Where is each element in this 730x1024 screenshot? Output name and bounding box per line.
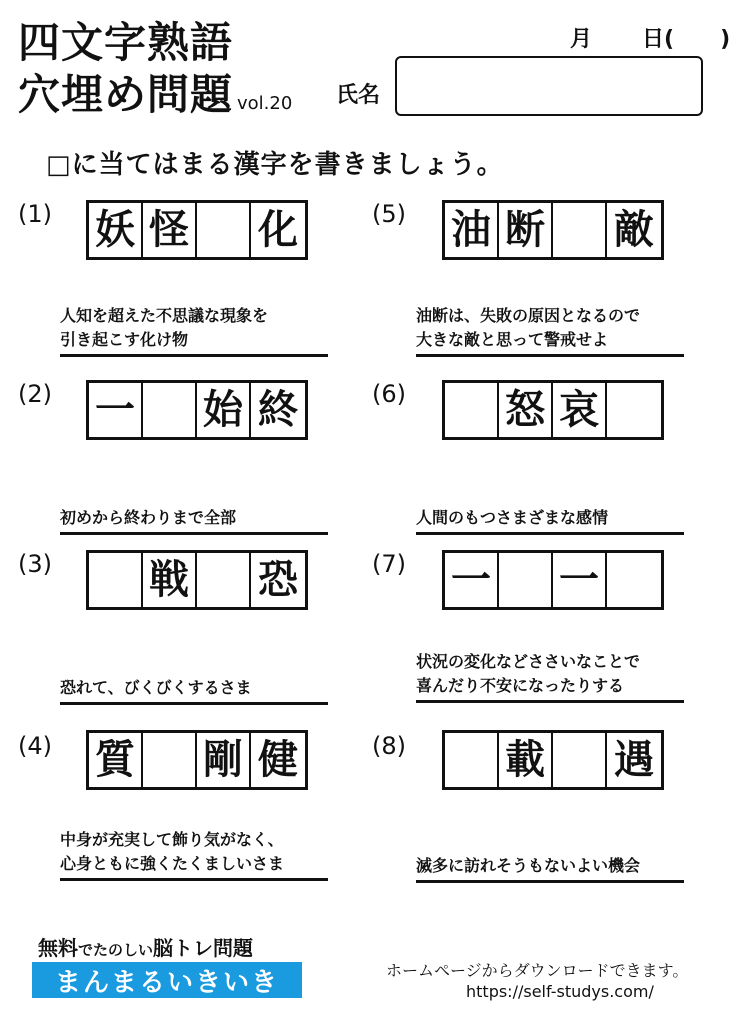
- problem-2-number: (2): [18, 380, 52, 408]
- problem-1-cell-2[interactable]: 怪: [143, 203, 197, 257]
- problem-7-hint-line-1: 状況の変化などささいなことで: [416, 652, 641, 671]
- problem-7-boxes: [442, 550, 664, 610]
- problem-5-cell-3[interactable]: [553, 203, 607, 257]
- problem-6-hint-line-1: 人間のもつさまざまな感情: [416, 508, 609, 527]
- month-label: 月: [570, 27, 593, 52]
- problem-7-number: (7): [372, 550, 406, 578]
- problem-4-boxes: [86, 730, 308, 790]
- problem-5-cell-2[interactable]: 断: [499, 203, 553, 257]
- paren-open: (: [664, 27, 675, 52]
- problem-2-cell-3[interactable]: 始: [197, 383, 251, 437]
- problem-3-cell-4[interactable]: 恐: [258, 557, 298, 603]
- problem-3-boxes: [86, 550, 308, 610]
- paren-close: ): [720, 27, 730, 52]
- problem-6-cell-3[interactable]: 哀: [553, 383, 607, 437]
- brand-tagline-brain: 脳トレ問題: [153, 936, 254, 960]
- problem-2-cell-4[interactable]: 終: [258, 387, 298, 433]
- volume-label: vol.20: [237, 93, 293, 114]
- problem-8-cell-2[interactable]: 載: [499, 733, 553, 787]
- problem-5-hint-line-1: 油断は、失敗の原因となるので: [416, 306, 641, 325]
- instruction: □に当てはまる漢字を書きましょう。: [46, 150, 504, 180]
- date-field: [520, 22, 730, 53]
- problem-1-boxes: [86, 200, 308, 260]
- problem-4-hint-line-2: 心身ともに強くたくましいさま: [60, 854, 285, 873]
- problem-5-hint-line-2: 大きな敵と思って警戒せよ: [416, 330, 609, 349]
- problem-8-hint: [416, 854, 684, 883]
- problem-4-number: (4): [18, 732, 52, 760]
- title-line-2-text: 穴埋め問題: [18, 70, 234, 119]
- problem-4-hint-line-1: 中身が充実して飾り気がなく、: [60, 830, 284, 849]
- problem-7-cell-4[interactable]: [607, 553, 661, 607]
- problem-8-cell-3[interactable]: [553, 733, 607, 787]
- problem-1-hint-line-1: 人知を超えた不思議な現象を: [60, 306, 269, 325]
- problem-5-number: (5): [372, 200, 406, 228]
- problem-1-hint: [60, 304, 328, 357]
- problem-7-hint: [416, 650, 684, 703]
- problem-2-cell-1[interactable]: 一: [89, 383, 143, 437]
- problem-8-hint-line-1: 滅多に訪れそうもないよい機会: [416, 856, 641, 875]
- download-note: ホームページからダウンロードできます。: [386, 961, 689, 980]
- problem-6-cell-2[interactable]: 怒: [499, 383, 553, 437]
- problem-6-hint: [416, 506, 684, 535]
- problem-5-hint: [416, 304, 684, 357]
- problem-8-cell-1[interactable]: [445, 733, 499, 787]
- problem-4-cell-2[interactable]: [143, 733, 197, 787]
- brand-logo: まんまるいきいき: [32, 962, 302, 998]
- problem-3-cell-1[interactable]: [89, 553, 143, 607]
- problem-3-hint: [60, 676, 328, 705]
- problem-2-hint: [60, 506, 328, 535]
- problem-2-hint-line-1: 初めから終わりまで全部: [60, 508, 237, 527]
- problem-1-cell-1[interactable]: 妖: [89, 203, 143, 257]
- problem-3-number: (3): [18, 550, 52, 578]
- site-url-link[interactable]: https://self-studys.com/: [466, 982, 654, 1001]
- brand-tagline-free: 無料: [38, 936, 78, 960]
- problem-8-boxes: [442, 730, 664, 790]
- problem-8-number: (8): [372, 732, 406, 760]
- problem-4-hint: [60, 828, 328, 881]
- brand-tagline: [38, 932, 253, 961]
- problem-7-hint-line-2: 喜んだり不安になったりする: [416, 676, 625, 695]
- problem-6-cell-4[interactable]: [607, 383, 661, 437]
- problem-6-number: (6): [372, 380, 406, 408]
- title-line-2: [18, 70, 293, 119]
- title-line-1: 四文字熟語: [18, 18, 234, 67]
- problem-4-cell-1[interactable]: 質: [89, 733, 143, 787]
- problem-3-cell-3[interactable]: [197, 553, 251, 607]
- problem-7-cell-1[interactable]: 一: [445, 553, 499, 607]
- problem-5-cell-1[interactable]: 油: [445, 203, 499, 257]
- problem-4-cell-3[interactable]: 剛: [197, 733, 251, 787]
- problem-5-cell-4[interactable]: 敵: [614, 207, 654, 253]
- problem-1-cell-3[interactable]: [197, 203, 251, 257]
- problem-7-cell-3[interactable]: 一: [553, 553, 607, 607]
- problem-5-boxes: [442, 200, 664, 260]
- problem-2-cell-2[interactable]: [143, 383, 197, 437]
- name-label: 氏名: [336, 83, 381, 108]
- problem-2-boxes: [86, 380, 308, 440]
- problem-3-hint-line-1: 恐れて、びくびくするさま: [60, 678, 252, 697]
- problem-6-boxes: [442, 380, 664, 440]
- problem-1-hint-line-2: 引き起こす化け物: [60, 330, 189, 349]
- problem-1-number: (1): [18, 200, 52, 228]
- day-label: 日: [642, 27, 665, 52]
- problem-4-cell-4[interactable]: 健: [258, 737, 298, 783]
- problem-3-cell-2[interactable]: 戦: [143, 553, 197, 607]
- brand-tagline-fun: でたのしい: [78, 941, 154, 959]
- name-input-box[interactable]: [395, 56, 703, 116]
- problem-1-cell-4[interactable]: 化: [258, 207, 298, 253]
- problem-6-cell-1[interactable]: [445, 383, 499, 437]
- problem-7-cell-2[interactable]: [499, 553, 553, 607]
- problem-8-cell-4[interactable]: 遇: [614, 737, 654, 783]
